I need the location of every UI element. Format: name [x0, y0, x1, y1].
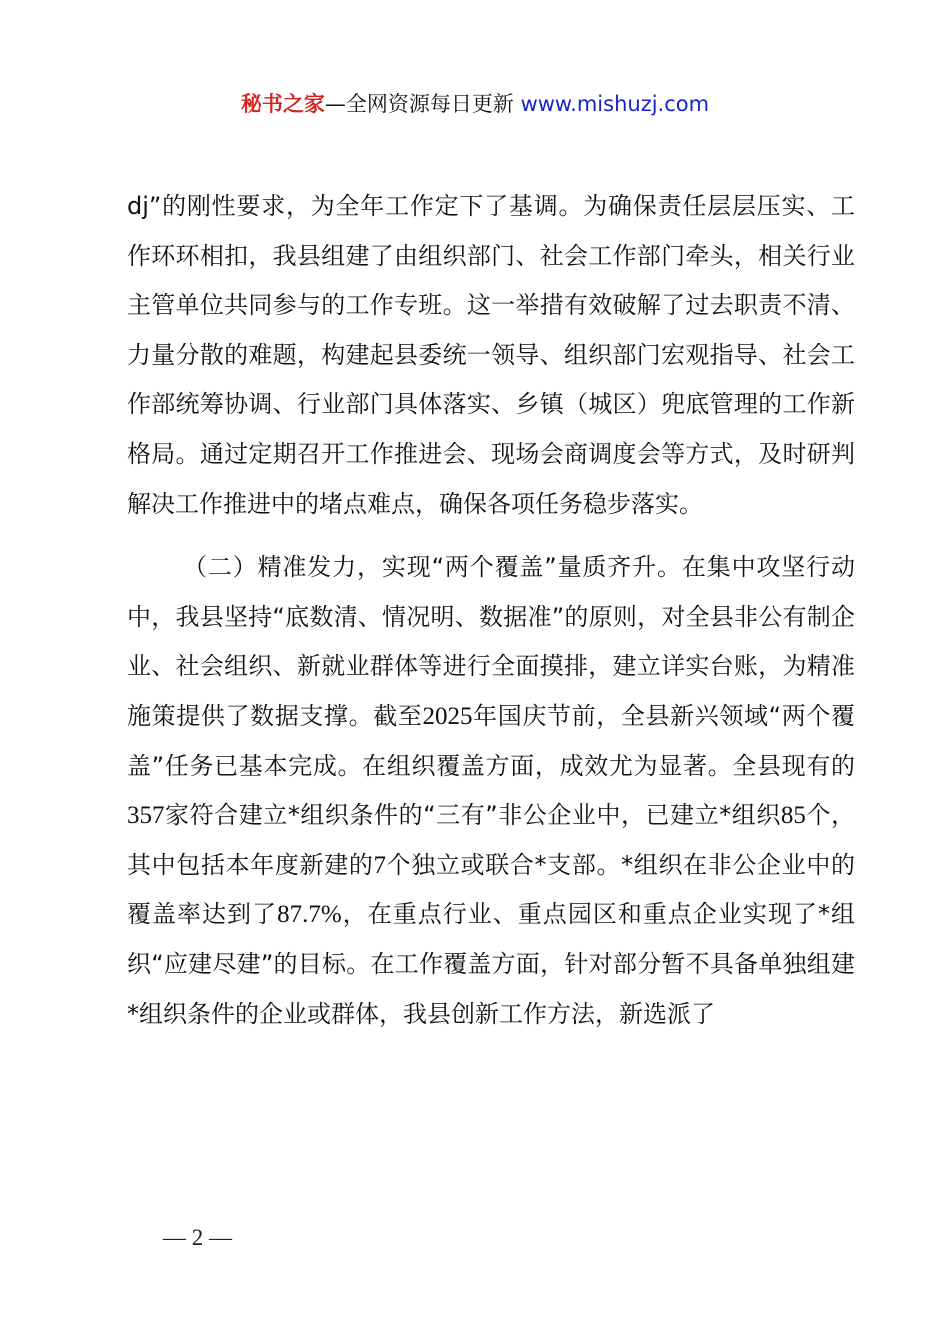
- site-url-link[interactable]: www.mishuzj.com: [520, 92, 710, 116]
- paragraph-2-text: 家符合建立*组织条件的“三有”非公企业中，已建立*组织: [164, 801, 781, 830]
- site-brand: 秘书之家: [240, 92, 325, 116]
- paragraph-2-text: 个独立或联合*支部。*组织在非公企业中的覆盖率达到了: [127, 850, 855, 929]
- page-number: — 2 —: [163, 1225, 232, 1250]
- site-header: [0, 88, 950, 120]
- paragraph-2: [127, 543, 855, 1039]
- site-slogan: —全网资源每日更新: [324, 92, 521, 116]
- paragraph-2-text: （二）精准发力，实现“两个覆盖”量质齐升。在集中攻坚行动中，我县坚持“底数清、情况明、数据准”的原则，对全县非公有制企业、社会组织、新就业群体等进行全面摸排，建立详实台账，为精准施策提供了数据支撑。截至: [127, 553, 855, 730]
- paragraph-2-text: 个，其中包括本年度新建的: [127, 801, 855, 879]
- paragraph-2-text: ，在重点行业、重点园区和重点企业实现了*组织“应建尽建”的目标。在工作覆盖方面，针对部分暂不具备单独组建*组织条件的企业或群体，我县创新工作方法，新选派了: [127, 900, 855, 1028]
- number-new-branches: 7: [373, 851, 386, 879]
- number-companies: 357: [127, 802, 165, 830]
- paragraph-2-text: 年国庆节前，全县新兴领域“两个覆盖”任务已基本完成。在组织覆盖方面，成效尤为显著。全县现有的: [127, 701, 855, 780]
- document-body: [127, 182, 855, 1039]
- number-year: 2025: [422, 702, 473, 730]
- paragraph-1: dj”的刚性要求，为全年工作定下了基调。为确保责任层层压实、工作环环相扣，我县组建了由组织部门、社会工作部门牵头，相关行业主管单位共同参与的工作专班。这一举措有效破解了过去职责不清、力量分散的难题，构建起县委统一领导、组织部门宏观指导、社会工作部统筹协调、行业部门具体落实、乡镇（城区）兜底管理的工作新格局。通过定期召开工作推进会、现场会商调度会等方式，及时研判解决工作推进中的堵点难点，确保各项任务稳步落实。: [127, 192, 855, 518]
- coverage-rate: 87.7%: [277, 901, 342, 929]
- number-organizations: 85: [780, 802, 806, 830]
